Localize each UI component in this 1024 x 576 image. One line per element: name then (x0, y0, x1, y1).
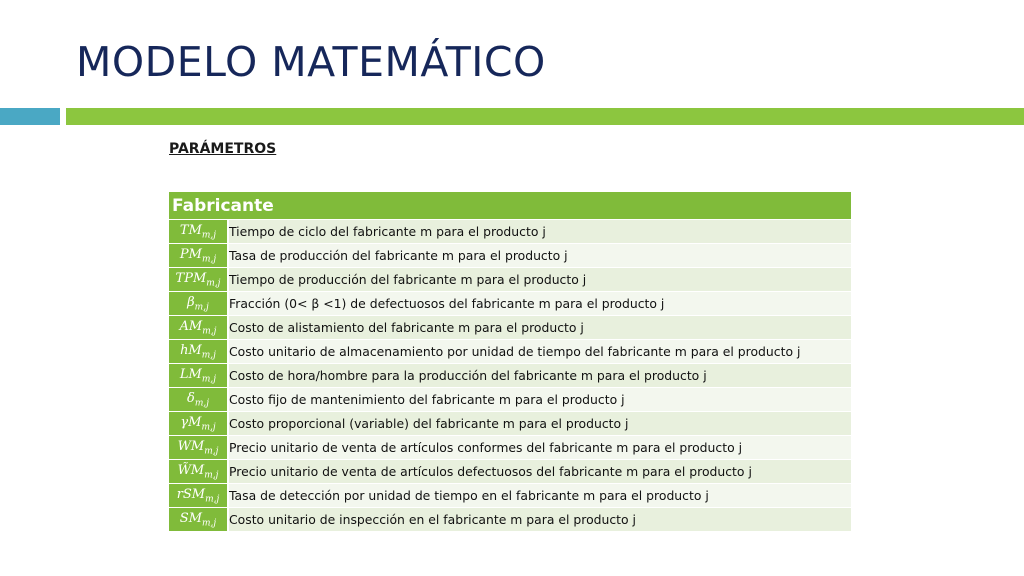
accent-bar-blue (0, 108, 60, 125)
symbol-base: β (187, 294, 195, 310)
table-header: Fabricante (169, 192, 851, 220)
symbol-subscript: m,j (201, 230, 217, 241)
parameter-description: Costo de alistamiento del fabricante m para el producto j (228, 316, 851, 340)
parameter-description: Tasa de detección por unidad de tiempo en el fabricante m para el producto j (228, 484, 851, 508)
symbol-subscript: m,j (206, 278, 221, 289)
table-row (169, 244, 851, 268)
parameter-symbol (169, 268, 228, 292)
symbol-base: PM (179, 246, 202, 262)
table-row (169, 484, 851, 508)
symbol-base: W̃M (177, 462, 205, 478)
table-header-row (169, 192, 851, 220)
symbol-base: hM (180, 342, 202, 358)
parameter-description: Costo de hora/hombre para la producción del fabricante m para el producto j (228, 364, 851, 388)
symbol-subscript: m,j (201, 422, 216, 433)
parameter-description: Precio unitario de venta de artículos defectuosos del fabricante m para el producto j (228, 460, 851, 484)
symbol-subscript: m,j (204, 446, 219, 457)
table-row (169, 340, 851, 364)
parameter-symbol (169, 436, 228, 460)
symbol-subscript: m,j (202, 518, 217, 529)
parameter-description: Costo fijo de mantenimiento del fabricante m para el producto j (228, 388, 851, 412)
table-row (169, 292, 851, 316)
symbol-base: LM (179, 366, 202, 382)
symbol-base: γM (180, 414, 202, 430)
parameter-description: Costo unitario de inspección en el fabricante m para el producto j (228, 508, 851, 532)
table-row (169, 388, 851, 412)
table-row (169, 220, 851, 244)
symbol-base: rSM (176, 486, 206, 502)
parameter-symbol (169, 292, 228, 316)
table-row (169, 316, 851, 340)
parameter-description: Costo proporcional (variable) del fabricante m para el producto j (228, 412, 851, 436)
parameter-symbol (169, 316, 228, 340)
parameter-symbol (169, 508, 228, 532)
table-row (169, 460, 851, 484)
parameter-symbol (169, 460, 228, 484)
parameter-symbol (169, 412, 228, 436)
parameters-table (169, 192, 851, 532)
parameter-symbol (169, 484, 228, 508)
slide-title: MODELO MATEMÁTICO (76, 38, 546, 86)
table-row (169, 508, 851, 532)
symbol-subscript: m,j (194, 302, 209, 313)
symbol-subscript: m,j (201, 350, 216, 361)
symbol-base: AM (179, 318, 203, 334)
symbol-subscript: m,j (194, 398, 209, 409)
parameter-description: Fracción (0< β <1) de defectuosos del fabricante m para el producto j (228, 292, 851, 316)
parameter-description: Tasa de producción del fabricante m para el producto j (228, 244, 851, 268)
parameter-symbol (169, 220, 228, 244)
parameter-description: Tiempo de producción del fabricante m para el producto j (228, 268, 851, 292)
symbol-base: δ (186, 390, 195, 406)
parameter-symbol (169, 244, 228, 268)
symbol-base: TM (179, 222, 202, 238)
table-row (169, 268, 851, 292)
parameter-symbol (169, 388, 228, 412)
accent-bar-green (66, 108, 1024, 125)
symbol-base: WM (177, 438, 205, 454)
symbol-subscript: m,j (204, 470, 219, 481)
parameter-symbol (169, 364, 228, 388)
symbol-base: SM (179, 510, 203, 526)
symbol-subscript: m,j (201, 374, 217, 385)
symbol-base: TPM (175, 270, 207, 286)
parameter-description: Precio unitario de venta de artículos conformes del fabricante m para el producto j (228, 436, 851, 460)
symbol-subscript: m,j (202, 326, 217, 337)
symbol-subscript: m,j (201, 254, 217, 265)
table-row (169, 412, 851, 436)
section-subtitle: PARÁMETROS (169, 141, 277, 157)
table-row (169, 364, 851, 388)
parameter-description: Tiempo de ciclo del fabricante m para el producto j (228, 220, 851, 244)
parameter-symbol (169, 340, 228, 364)
symbol-subscript: m,j (205, 494, 220, 505)
table-row (169, 436, 851, 460)
parameter-description: Costo unitario de almacenamiento por unidad de tiempo del fabricante m para el producto j (228, 340, 851, 364)
